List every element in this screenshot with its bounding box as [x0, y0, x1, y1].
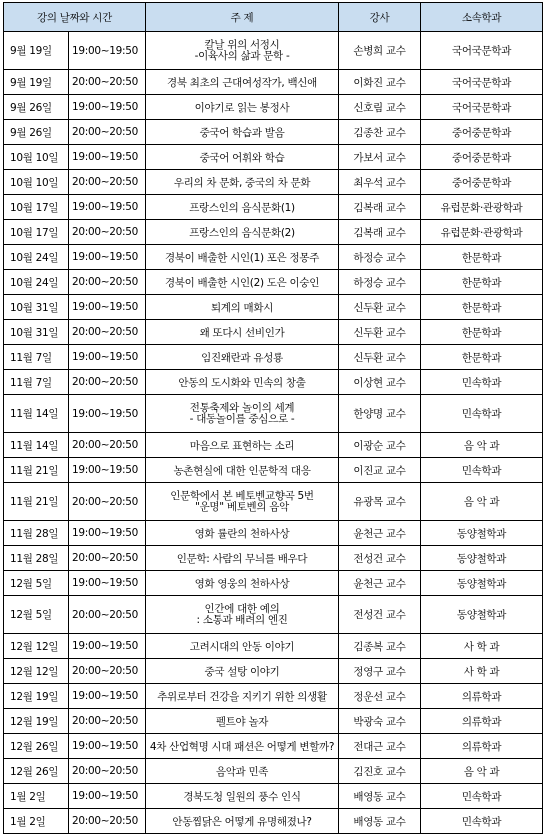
department-name: 음 악 과: [421, 759, 543, 784]
header-topic: 주 제: [146, 3, 339, 32]
lecture-time: 20:00~20:50: [69, 546, 146, 571]
lecture-time: 19:00~19:50: [69, 345, 146, 370]
lecture-date: 11월 21일: [4, 483, 69, 521]
lecture-topic: [146, 546, 339, 571]
lecture-date: 10월 10일: [4, 145, 69, 170]
lecture-topic: [146, 370, 339, 395]
table-row: [4, 270, 543, 295]
table-row: [4, 295, 543, 320]
lecture-schedule-table: [3, 2, 543, 834]
lecture-topic: [146, 395, 339, 433]
lecture-date: 12월 19일: [4, 684, 69, 709]
department-name: 음 악 과: [421, 433, 543, 458]
lecture-topic-line: 왜 또다시 선비인가: [199, 326, 285, 339]
lecturer-name: 이광순 교수: [339, 433, 421, 458]
lecture-topic-line: 전통축제와 놀이의 세계: [189, 401, 295, 414]
lecture-time: 20:00~20:50: [69, 759, 146, 784]
table-row: [4, 709, 543, 734]
lecturer-name: 최우석 교수: [339, 170, 421, 195]
lecturer-name: 한양명 교수: [339, 395, 421, 433]
lecturer-name: 신두환 교수: [339, 320, 421, 345]
lecture-date: 9월 26일: [4, 120, 69, 145]
department-name: 민속학과: [421, 784, 543, 809]
lecture-time: 19:00~19:50: [69, 634, 146, 659]
lecture-time: 19:00~19:50: [69, 395, 146, 433]
lecture-time: 20:00~20:50: [69, 70, 146, 95]
department-name: 한문학과: [421, 320, 543, 345]
table-row: [4, 70, 543, 95]
lecture-topic-line: 영화 영웅의 천하사상: [194, 577, 290, 590]
lecture-topic-line: 임진왜란과 유성룡: [201, 351, 283, 364]
lecture-topic: [146, 320, 339, 345]
table-row: [4, 571, 543, 596]
lecturer-name: 하정승 교수: [339, 270, 421, 295]
lecture-topic-line: 중국어 학습과 발음: [199, 126, 285, 139]
lecturer-name: 윤천근 교수: [339, 521, 421, 546]
lecture-topic: [146, 458, 339, 483]
lecture-topic: [146, 120, 339, 145]
lecturer-name: 박광숙 교수: [339, 709, 421, 734]
lecturer-name: 전성건 교수: [339, 596, 421, 634]
lecture-time: 19:00~19:50: [69, 95, 146, 120]
lecture-topic: [146, 709, 339, 734]
lecture-date: 11월 28일: [4, 521, 69, 546]
lecture-topic: [146, 170, 339, 195]
lecture-date: 11월 7일: [4, 345, 69, 370]
lecture-topic-line: 농촌현실에 대한 인문학적 대응: [173, 464, 311, 477]
schedule-body: [4, 32, 543, 834]
table-row: [4, 245, 543, 270]
lecture-time: 19:00~19:50: [69, 245, 146, 270]
department-name: 중어중문학과: [421, 120, 543, 145]
lecture-topic: [146, 195, 339, 220]
lecture-topic: [146, 596, 339, 634]
lecture-date: 10월 31일: [4, 320, 69, 345]
lecture-time: 20:00~20:50: [69, 709, 146, 734]
lecture-topic: [146, 32, 339, 70]
lecture-date: 11월 14일: [4, 433, 69, 458]
lecturer-name: 신두환 교수: [339, 345, 421, 370]
lecturer-name: 김진호 교수: [339, 759, 421, 784]
lecture-topic-line: 인간에 대한 예의: [204, 602, 280, 615]
department-name: 한문학과: [421, 345, 543, 370]
lecture-time: 20:00~20:50: [69, 483, 146, 521]
department-name: 의류학과: [421, 709, 543, 734]
lecture-date: 11월 28일: [4, 546, 69, 571]
department-name: 음 악 과: [421, 483, 543, 521]
lecture-date: 11월 21일: [4, 458, 69, 483]
lecture-date: 11월 7일: [4, 370, 69, 395]
lecturer-name: 배영동 교수: [339, 809, 421, 834]
lecture-topic: [146, 521, 339, 546]
lecture-date: 12월 26일: [4, 759, 69, 784]
table-row: [4, 634, 543, 659]
department-name: 사 학 과: [421, 634, 543, 659]
table-row: [4, 784, 543, 809]
department-name: 의류학과: [421, 684, 543, 709]
lecture-topic-line: 경북 최초의 근대여성작가, 백신애: [167, 76, 317, 89]
lecture-time: 20:00~20:50: [69, 433, 146, 458]
table-row: [4, 483, 543, 521]
lecture-topic-line: 프랑스인의 음식문화(1): [189, 201, 295, 214]
lecture-topic: [146, 433, 339, 458]
table-row: [4, 320, 543, 345]
department-name: 국어국문학과: [421, 70, 543, 95]
lecture-date: 10월 17일: [4, 220, 69, 245]
department-name: 동양철학과: [421, 571, 543, 596]
lecturer-name: 손병희 교수: [339, 32, 421, 70]
lecture-topic-line: 이야기로 읽는 봉정사: [194, 101, 290, 114]
department-name: 동양철학과: [421, 521, 543, 546]
lecture-topic-line: 추위로부터 건강을 지키기 위한 의생활: [157, 690, 327, 703]
department-name: 국어국문학과: [421, 95, 543, 120]
lecture-topic: [146, 70, 339, 95]
lecture-topic-line: 인문학: 사람의 무늬를 배우다: [176, 552, 308, 565]
lecture-date: 11월 14일: [4, 395, 69, 433]
lecture-topic-line: 4차 산업혁명 시대 패션은 어떻게 변할까?: [149, 740, 335, 753]
lecture-time: 19:00~19:50: [69, 195, 146, 220]
lecture-topic: [146, 95, 339, 120]
lecture-time: 20:00~20:50: [69, 659, 146, 684]
lecture-time: 19:00~19:50: [69, 784, 146, 809]
lecture-topic-line: 마음으로 표현하는 소리: [189, 439, 295, 452]
table-row: [4, 546, 543, 571]
lecture-date: 10월 31일: [4, 295, 69, 320]
lecture-date: 10월 24일: [4, 245, 69, 270]
lecture-topic-line: 경북이 배출한 시인(1) 포은 정몽주: [164, 251, 320, 264]
lecture-time: 20:00~20:50: [69, 809, 146, 834]
header-date-time: 강의 날짜와 시간: [4, 3, 146, 32]
lecture-time: 20:00~20:50: [69, 596, 146, 634]
lecture-topic-line: : 소통과 배려의 엔진: [196, 613, 288, 626]
lecture-topic-line: 펠트야 놀자: [215, 715, 269, 728]
table-row: [4, 170, 543, 195]
lecture-topic: [146, 345, 339, 370]
lecture-date: 12월 26일: [4, 734, 69, 759]
department-name: 의류학과: [421, 734, 543, 759]
table-row: [4, 759, 543, 784]
lecturer-name: 전성건 교수: [339, 546, 421, 571]
table-row: [4, 195, 543, 220]
header-department: 소속학과: [421, 3, 543, 32]
lecturer-name: 가보서 교수: [339, 145, 421, 170]
department-name: 유럽문화·관광학과: [421, 195, 543, 220]
lecture-topic: [146, 270, 339, 295]
lecture-time: 20:00~20:50: [69, 270, 146, 295]
department-name: 중어중문학과: [421, 145, 543, 170]
lecturer-name: 김복래 교수: [339, 195, 421, 220]
lecture-topic-line: 인문학에서 본 베토벤교향곡 5번: [170, 489, 314, 502]
lecture-date: 12월 12일: [4, 634, 69, 659]
lecture-topic-line: 음악과 민족: [215, 765, 269, 778]
table-row: [4, 220, 543, 245]
lecture-topic-line: -이육사의 삶과 문학 -: [194, 49, 290, 62]
lecture-topic: [146, 483, 339, 521]
lecture-topic-line: 안동찜닭은 어떻게 유명해졌나?: [172, 815, 312, 828]
lecture-topic: [146, 809, 339, 834]
table-row: [4, 734, 543, 759]
lecture-time: 19:00~19:50: [69, 571, 146, 596]
lecture-topic-line: 중국어 어휘와 학습: [199, 151, 285, 164]
department-name: 중어중문학과: [421, 170, 543, 195]
table-row: [4, 684, 543, 709]
department-name: 민속학과: [421, 395, 543, 433]
table-row: [4, 395, 543, 433]
lecturer-name: 유광목 교수: [339, 483, 421, 521]
lecture-topic-line: 프랑스인의 음식문화(2): [189, 226, 295, 239]
lecture-time: 20:00~20:50: [69, 120, 146, 145]
lecturer-name: 이상현 교수: [339, 370, 421, 395]
table-row: [4, 370, 543, 395]
lecture-topic: [146, 571, 339, 596]
lecture-topic: [146, 759, 339, 784]
lecture-date: 1월 2일: [4, 784, 69, 809]
lecture-date: 12월 19일: [4, 709, 69, 734]
lecture-time: 20:00~20:50: [69, 170, 146, 195]
lecture-topic-line: 퇴계의 매화시: [210, 301, 274, 314]
department-name: 한문학과: [421, 245, 543, 270]
lecture-topic: [146, 295, 339, 320]
table-row: [4, 659, 543, 684]
lecturer-name: 김복래 교수: [339, 220, 421, 245]
lecture-time: 20:00~20:50: [69, 320, 146, 345]
lecture-topic-line: 칼날 위의 서정시: [204, 38, 280, 51]
table-row: [4, 596, 543, 634]
department-name: 동양철학과: [421, 546, 543, 571]
lecture-time: 20:00~20:50: [69, 370, 146, 395]
lecture-topic-line: 영화 률란의 천하사상: [194, 527, 290, 540]
lecturer-name: 신두환 교수: [339, 295, 421, 320]
lecturer-name: 정운선 교수: [339, 684, 421, 709]
lecture-topic-line: "운명" 베토벤의 음악: [195, 500, 289, 513]
header-lecturer: 강사: [339, 3, 421, 32]
lecture-topic: [146, 145, 339, 170]
lecture-date: 12월 5일: [4, 596, 69, 634]
lecturer-name: 김종복 교수: [339, 634, 421, 659]
lecture-time: 19:00~19:50: [69, 521, 146, 546]
lecture-time: 19:00~19:50: [69, 145, 146, 170]
lecture-date: 12월 5일: [4, 571, 69, 596]
lecture-topic-line: 경북이 배출한 시인(2) 도은 이숭인: [164, 276, 320, 289]
lecturer-name: 전대근 교수: [339, 734, 421, 759]
lecturer-name: 윤천근 교수: [339, 571, 421, 596]
lecture-date: 9월 19일: [4, 32, 69, 70]
lecture-date: 9월 19일: [4, 70, 69, 95]
table-row: [4, 521, 543, 546]
lecturer-name: 신호림 교수: [339, 95, 421, 120]
department-name: 유럽문화·관광학과: [421, 220, 543, 245]
lecture-date: 9월 26일: [4, 95, 69, 120]
lecture-date: 12월 12일: [4, 659, 69, 684]
lecturer-name: 김종찬 교수: [339, 120, 421, 145]
lecture-time: 20:00~20:50: [69, 220, 146, 245]
lecture-time: 19:00~19:50: [69, 295, 146, 320]
lecture-time: 19:00~19:50: [69, 684, 146, 709]
lecturer-name: 정영구 교수: [339, 659, 421, 684]
lecture-date: 10월 10일: [4, 170, 69, 195]
department-name: 민속학과: [421, 458, 543, 483]
lecture-date: 10월 24일: [4, 270, 69, 295]
lecture-topic: [146, 659, 339, 684]
lecture-topic: [146, 245, 339, 270]
lecture-topic: [146, 634, 339, 659]
header-row: [4, 3, 543, 32]
department-name: 한문학과: [421, 270, 543, 295]
lecture-topic-line: - 대동놀이를 중심으로 -: [189, 412, 295, 425]
table-row: [4, 145, 543, 170]
table-row: [4, 809, 543, 834]
lecture-topic: [146, 220, 339, 245]
department-name: 국어국문학과: [421, 32, 543, 70]
lecture-time: 19:00~19:50: [69, 458, 146, 483]
lecture-time: 19:00~19:50: [69, 32, 146, 70]
lecture-topic-line: 고려시대의 안동 이야기: [189, 640, 295, 653]
table-row: [4, 458, 543, 483]
table-row: [4, 345, 543, 370]
table-row: [4, 95, 543, 120]
department-name: 사 학 과: [421, 659, 543, 684]
lecture-topic: [146, 734, 339, 759]
lecturer-name: 이진교 교수: [339, 458, 421, 483]
table-row: [4, 433, 543, 458]
department-name: 한문학과: [421, 295, 543, 320]
lecture-topic-line: 우리의 차 문화, 중국의 차 문화: [173, 176, 311, 189]
lecture-date: 10월 17일: [4, 195, 69, 220]
lecture-date: 1월 2일: [4, 809, 69, 834]
department-name: 민속학과: [421, 370, 543, 395]
department-name: 동양철학과: [421, 596, 543, 634]
lecture-topic: [146, 784, 339, 809]
lecture-topic-line: 경북도청 일원의 풍수 인식: [183, 790, 301, 803]
table-row: [4, 120, 543, 145]
lecture-topic-line: 중국 설탕 이야기: [204, 665, 280, 678]
lecture-time: 19:00~19:50: [69, 734, 146, 759]
lecturer-name: 하정승 교수: [339, 245, 421, 270]
table-row: [4, 32, 543, 70]
lecturer-name: 이화진 교수: [339, 70, 421, 95]
lecture-topic-line: 안동의 도시화와 민속의 창출: [178, 376, 306, 389]
department-name: 민속학과: [421, 809, 543, 834]
lecture-topic: [146, 684, 339, 709]
lecturer-name: 배영동 교수: [339, 784, 421, 809]
